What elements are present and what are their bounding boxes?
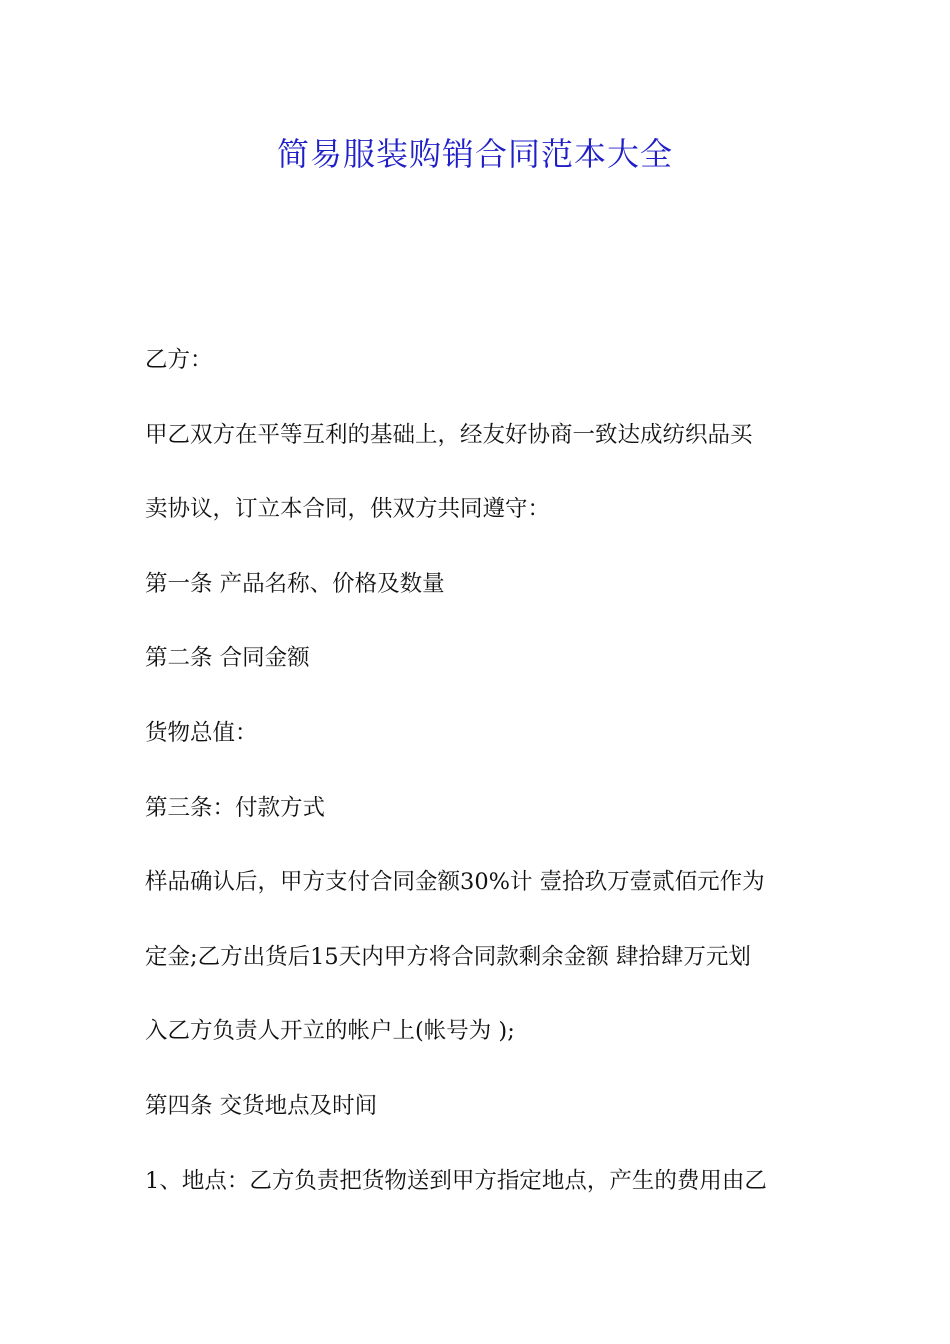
article-1-heading: 第一条 产品名称、价格及数量 — [145, 570, 445, 597]
delivery-location-line: 1、地点：乙方负责把货物送到甲方指定地点，产生的费用由乙 — [145, 1167, 767, 1194]
document-title: 简易服装购销合同范本大全 — [276, 135, 673, 173]
article-2-heading: 第二条 合同金额 — [145, 645, 310, 672]
article-3-heading: 第三条：付款方式 — [145, 794, 326, 821]
contract-line-party-b: 乙方： — [145, 347, 213, 373]
contract-line-preamble-2: 卖协议，订立本合同，供双方共同遵守： — [145, 496, 551, 523]
payment-line-1: 样品确认后，甲方支付合同金额30%计 壹拾玖万壹贰佰元作为 — [145, 869, 765, 896]
document-body — [145, 338, 810, 1233]
payment-line-2: 定金;乙方出货后15天内甲方将合同款剩余金额 肆拾肆万元划 — [145, 943, 751, 970]
contract-line-preamble-1: 甲乙双方在平等互利的基础上，经友好协商一致达成纺织品买 — [145, 421, 753, 448]
payment-line-3: 入乙方负责人开立的帐户上(帐号为 ); — [145, 1018, 515, 1045]
total-value-line: 货物总值： — [145, 719, 258, 746]
article-4-heading: 第四条 交货地点及时间 — [145, 1092, 378, 1119]
